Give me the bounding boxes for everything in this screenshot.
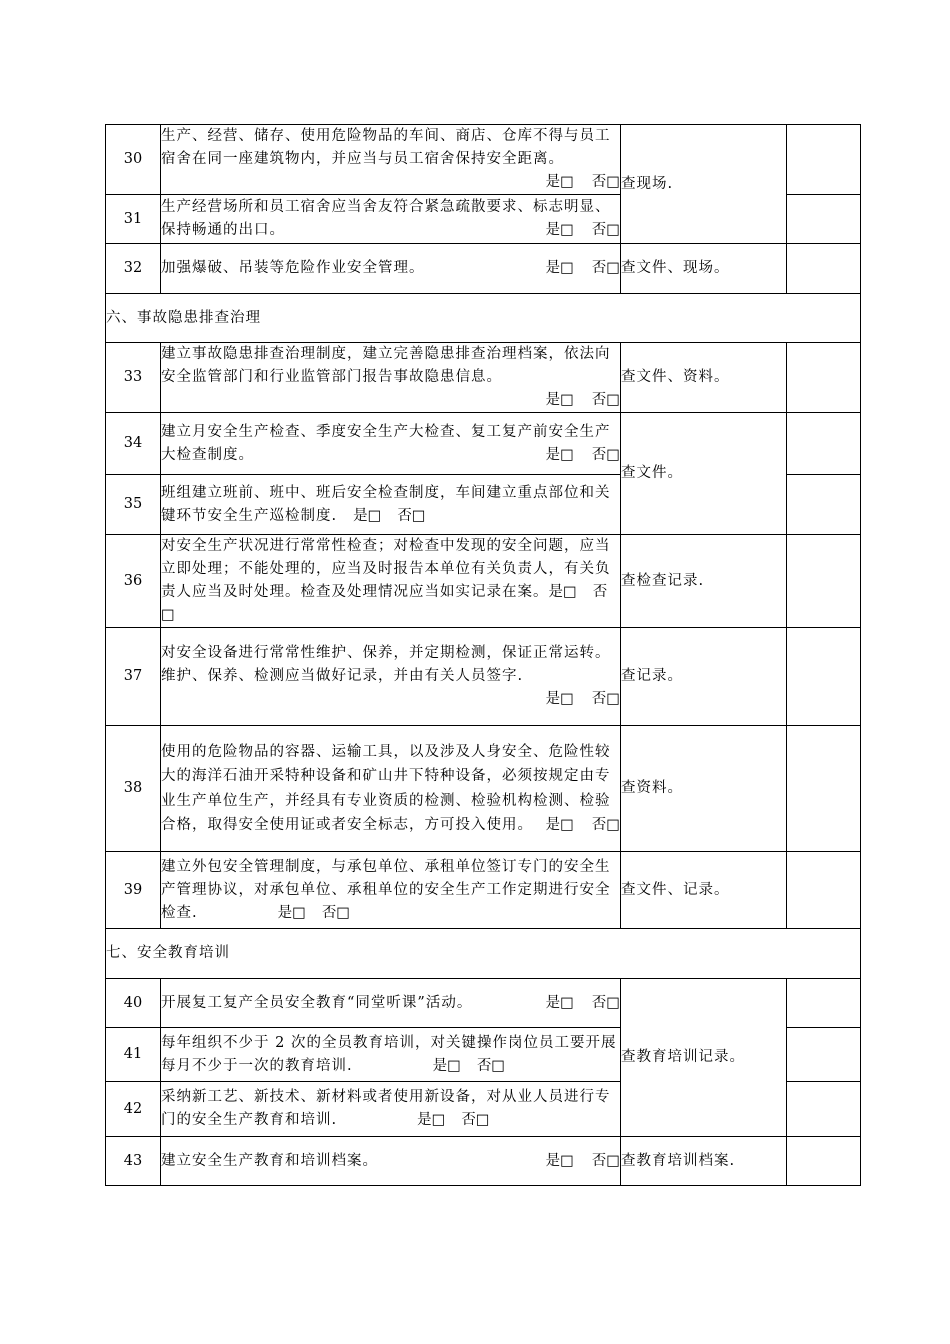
table-row [106,343,861,413]
check-item-text [161,1082,621,1137]
yes-checkbox[interactable]: 是□ [548,584,577,600]
yes-no-options [161,389,620,412]
no-checkbox[interactable]: 否□ [591,446,620,463]
no-checkbox[interactable]: 否□ [591,691,620,707]
check-item-text [161,1137,621,1186]
table-row [106,726,861,852]
yes-no-options [161,688,620,711]
row-number: 40 [106,979,161,1028]
result-cell[interactable] [787,1137,861,1186]
check-item-content: 开展复工复产全员安全教育“同堂听课”活动。 [161,994,473,1011]
check-item-text [161,413,621,475]
row-number: 38 [106,726,161,852]
yes-no-options [337,1112,489,1128]
check-item-text [161,475,621,535]
result-cell[interactable] [787,343,861,413]
check-method: 查教育培训记录。 [621,979,787,1137]
no-checkbox[interactable]: 否□ [161,584,608,623]
row-number: 39 [106,852,161,929]
no-checkbox[interactable]: 否□ [321,904,351,921]
row-number: 31 [106,195,161,244]
yes-no-options [337,508,425,524]
check-item-content: 对安全设备进行常常性维护、保养，并定期检测，保证正常运转。维护、保养、检测应当做好记录，并由有关人员签字. [161,645,611,684]
no-checkbox[interactable]: 否□ [591,174,620,190]
result-cell[interactable] [787,726,861,852]
check-item-text [161,535,621,628]
yes-checkbox[interactable]: 是□ [353,507,382,524]
check-item-content: 每年组织不少于 2 次的全员教育培训，对关键操作岗位员工要开展每月不少于一次的教育培训. [161,1034,617,1074]
check-item-content: 建立月安全生产检查、季度安全生产大检查、复工复产前安全生产大检查制度。 [161,423,611,463]
check-item-text [161,726,621,852]
check-item-content: 建立外包安全管理制度，与承包单位、承租单位签订专门的安全生产管理协议，对承包单位、承租单位的安全生产工作定期进行安全检查. [161,858,611,921]
yes-checkbox[interactable]: 是□ [545,1152,574,1169]
yes-checkbox[interactable]: 是□ [545,260,574,276]
section-row [106,929,861,979]
row-number: 42 [106,1082,161,1137]
check-item-content: 采纳新工艺、新技术、新材料或者使用新设备，对从业人员进行专门的安全生产教育和培训. [161,1089,611,1128]
yes-checkbox[interactable]: 是□ [545,691,574,707]
row-number: 32 [106,244,161,294]
check-method: 查检查记录. [621,535,787,628]
yes-no-options [546,219,620,242]
check-item-text [161,125,621,195]
no-checkbox[interactable]: 否□ [591,817,620,833]
table-row [106,628,861,726]
check-item-content: 使用的危险物品的容器、运输工具，以及涉及人身安全、危险性较大的海洋石油开采特种设备和矿山井下特种设备，必须按规定由专业生产单位生产，并经具有专业资质的检测、检验机构检测、检验合格，取得安全使用证或者安全标志，方可投入使用。 [161,743,611,833]
no-checkbox[interactable]: 否□ [591,994,620,1011]
yes-no-options [198,905,350,921]
check-item-content: 班组建立班前、班中、班后安全检查制度，车间建立重点部位和关键环节安全生产巡检制度. [161,484,611,524]
result-cell[interactable] [787,1082,861,1137]
result-cell[interactable] [787,852,861,929]
yes-checkbox[interactable]: 是□ [417,1112,446,1128]
result-cell[interactable] [787,1028,861,1082]
yes-checkbox[interactable]: 是□ [545,994,574,1011]
check-item-content: 对安全生产状况进行常常性检查；对检查中发现的安全问题，应当立即处理；不能处理的，应当及时报告本单位有关负责人，有关负责人应当及时处理。检查及处理情况应当如实记录在案。 [161,538,611,600]
result-cell[interactable] [787,244,861,294]
row-number: 35 [106,475,161,535]
check-item-content: 加强爆破、吊装等危险作业安全管理。 [161,260,425,276]
yes-no-options [546,1150,620,1173]
row-number: 30 [106,125,161,195]
check-item-content: 生产经营场所和员工宿舍应当舍友符合紧急疏散要求、标志明显、保持畅通的出口。 [161,199,611,238]
yes-checkbox[interactable]: 是□ [545,174,574,190]
check-item-text [161,979,621,1028]
yes-no-options [353,1058,505,1074]
yes-no-options [546,257,620,280]
check-item-text [161,343,621,413]
table-row [106,244,861,294]
row-number: 33 [106,343,161,413]
table-row [106,413,861,475]
result-cell[interactable] [787,195,861,244]
no-checkbox[interactable]: 否□ [397,507,426,524]
result-cell[interactable] [787,475,861,535]
row-number: 43 [106,1137,161,1186]
check-method: 查文件、现场。 [621,244,787,294]
table-row [106,852,861,929]
yes-checkbox[interactable]: 是□ [277,904,306,921]
row-number: 36 [106,535,161,628]
check-method: 查资料。 [621,726,787,852]
check-method: 查文件、记录。 [621,852,787,929]
table-row [106,125,861,195]
result-cell[interactable] [787,628,861,726]
no-checkbox[interactable]: 否□ [591,392,620,408]
check-item-content: 建立事故隐患排查治理制度，建立完善隐患排查治理档案，依法向安全监管部门和行业监管部门报告事故隐患信息。 [161,346,611,385]
no-checkbox[interactable]: 否□ [476,1057,506,1074]
row-number: 34 [106,413,161,475]
yes-checkbox[interactable]: 是□ [545,446,574,463]
yes-no-options [546,813,620,838]
table-row [106,1137,861,1186]
yes-checkbox[interactable]: 是□ [432,1057,461,1074]
no-checkbox[interactable]: 否□ [591,222,620,238]
no-checkbox[interactable]: 否□ [591,260,620,276]
section-row [106,294,861,343]
check-item-text [161,195,621,244]
check-method: 查文件、资料。 [621,343,787,413]
check-method: 查记录。 [621,628,787,726]
result-cell[interactable] [787,413,861,475]
checklist-table [105,124,861,1186]
section-heading: 七、安全教育培训 [106,929,861,979]
row-number: 37 [106,628,161,726]
section-heading: 六、事故隐患排查治理 [106,294,861,343]
yes-checkbox[interactable]: 是□ [545,392,574,408]
check-item-text [161,1028,621,1082]
check-item-content: 建立安全生产教育和培训档案。 [161,1152,378,1169]
yes-checkbox[interactable]: 是□ [545,222,574,238]
check-item-content: 生产、经营、储存、使用危险物品的车间、商店、仓库不得与员工宿舍在同一座建筑物内，并应当与员工宿舍保持安全距离。 [161,128,611,167]
check-item-text [161,628,621,726]
no-checkbox[interactable]: 否□ [461,1112,490,1128]
table-row [106,535,861,628]
check-item-text [161,244,621,294]
no-checkbox[interactable]: 否□ [591,1152,620,1169]
result-cell[interactable] [787,979,861,1028]
check-item-text [161,852,621,929]
yes-checkbox[interactable]: 是□ [545,817,574,833]
check-method: 查教育培训档案. [621,1137,787,1186]
result-cell[interactable] [787,535,861,628]
yes-no-options [546,992,620,1015]
yes-no-options [546,171,620,194]
row-number: 41 [106,1028,161,1082]
table-row [106,979,861,1028]
check-method: 查文件。 [621,413,787,535]
yes-no-options [546,444,620,467]
check-method: 查现场. [621,125,787,244]
result-cell[interactable] [787,125,861,195]
